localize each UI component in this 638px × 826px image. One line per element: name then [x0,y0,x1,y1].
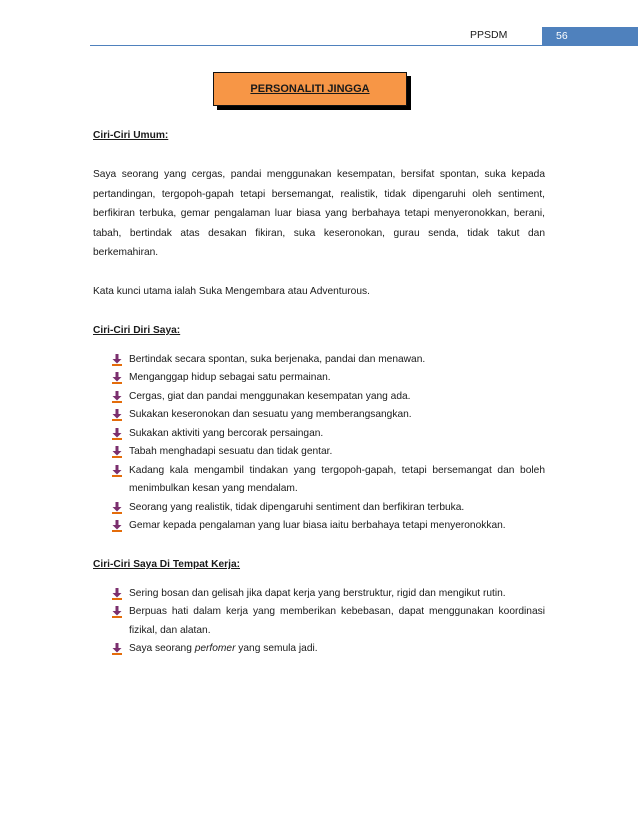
down-arrow-bullet-icon [112,446,122,458]
section-heading-kerja: Ciri-Ciri Saya Di Tempat Kerja: [93,559,241,570]
list-item: Berpuas hati dalam kerja yang memberikan kebebasan, dapat menggunakan koordinasi fizikal, dan alatan. [129,603,545,640]
list-item: Sering bosan dan gelisah jika dapat kerja yang berstruktur, rigid dan mengikut rutin. [129,585,545,604]
bullet-list-diri [93,351,545,536]
down-arrow-bullet-icon [112,520,122,532]
keyword-line: Kata kunci utama ialah Suka Mengembara atau Adventurous. [93,286,370,297]
general-paragraph: Saya seorang yang cergas, pandai menggunakan kesempatan, bersifat spontan, suka kepada pertandingan, tergopoh-gapah tetapi bersemangat, realistik, tidak dipengaruhi oleh sentiment, berfikiran terbuka, gemar pengalaman luar biasa yang berbahaya tetapi menyeronokkan, berani, tabah, bertindak atas desakan fikiran, suka keseronokan, gurau senda, tidak takut dan berkemahiran. [93,169,545,258]
list-item: Sukakan aktiviti yang bercorak persaingan. [129,425,545,444]
down-arrow-bullet-icon [112,465,122,477]
down-arrow-bullet-icon [112,588,122,600]
header-rule [90,45,542,46]
list-item: Kadang kala mengambil tindakan yang tergopoh-gapah, tetapi bersemangat dan boleh menimbulkan kesan yang mendalam. [129,462,545,499]
list-item: Tabah menghadapi sesuatu dan tidak gentar. [129,443,545,462]
italic-word: perfomer [194,643,236,654]
down-arrow-bullet-icon [112,372,122,384]
list-item: Cergas, giat dan pandai menggunakan kesempatan yang ada. [129,388,545,407]
list-item: Sukakan keseronokan dan sesuatu yang memberangsangkan. [129,406,545,425]
page-number: 56 [542,27,638,46]
down-arrow-bullet-icon [112,391,122,403]
page-title: PERSONALITI JINGGA [213,72,407,106]
down-arrow-bullet-icon [112,643,122,655]
down-arrow-bullet-icon [112,606,122,618]
list-item: Seorang yang realistik, tidak dipengaruhi sentiment dan berfikiran terbuka. [129,499,545,518]
header-org: PPSDM [470,29,508,41]
down-arrow-bullet-icon [112,502,122,514]
down-arrow-bullet-icon [112,428,122,440]
list-item: Menganggap hidup sebagai satu permainan. [129,369,545,388]
list-item: Bertindak secara spontan, suka berjenaka, pandai dan menawan. [129,351,545,370]
down-arrow-bullet-icon [112,409,122,421]
document-body [93,126,545,659]
down-arrow-bullet-icon [112,354,122,366]
section-heading-umum: Ciri-Ciri Umum: [93,130,169,141]
list-item: Gemar kepada pengalaman yang luar biasa iaitu berbahaya tetapi menyeronokkan. [129,517,545,536]
section-heading-diri: Ciri-Ciri Diri Saya: [93,325,181,336]
bullet-list-kerja [93,585,545,659]
title-box-wrapper [213,72,411,110]
list-item: Saya seorang perfomer yang semula jadi. [129,640,545,659]
